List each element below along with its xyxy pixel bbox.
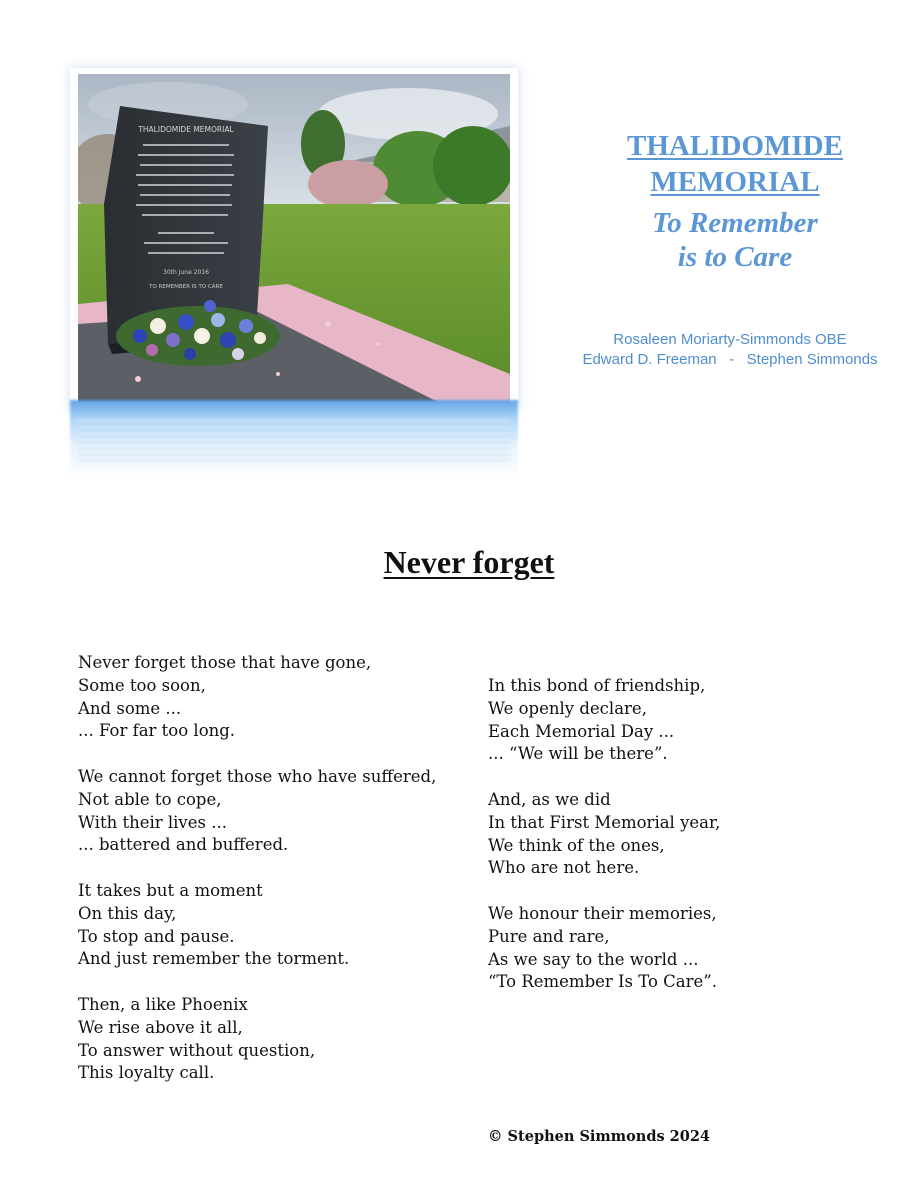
copyright-notice: © Stephen Simmonds 2024 <box>488 1128 711 1145</box>
poem-left-column <box>78 652 478 1085</box>
poem-line: Never forget those that have gone, <box>78 653 372 672</box>
poem-line: With their lives ... <box>78 812 227 832</box>
memorial-photo <box>70 68 518 410</box>
poem-stanza <box>488 675 888 766</box>
plaque-heading: THALIDOMIDE MEMORIAL <box>138 125 234 134</box>
poem-line: We openly declare, <box>488 698 647 718</box>
poem-line: Who are not here. <box>488 858 640 878</box>
poem-line: “To Remember Is To Care”. <box>488 972 717 992</box>
poem-line: To answer without question, <box>78 1040 316 1060</box>
author-line: Rosaleen Moriarty-Simmonds OBE <box>613 331 847 348</box>
memorial-tagline-line: To Remember <box>652 207 818 239</box>
poem-line: Then, a like Phoenix <box>78 994 248 1014</box>
poem-stanza <box>78 766 478 857</box>
memorial-title-line: THALIDOMIDE <box>627 130 843 162</box>
poem-title: Never forget <box>383 544 555 580</box>
memorial-title <box>560 128 910 200</box>
poem-stanza <box>488 903 888 994</box>
poem-line: We rise above it all, <box>78 1017 243 1037</box>
memorial-tagline <box>560 206 910 274</box>
poem-line: And some ... <box>78 698 182 718</box>
poem-line: And, as we did <box>488 789 611 809</box>
poem-line: As we say to the world ... <box>488 949 699 969</box>
memorial-title-line: MEMORIAL <box>650 166 820 198</box>
author-line: Edward D. Freeman - Stephen Simmonds <box>582 351 878 368</box>
poem-line: In this bond of friendship, <box>488 676 706 695</box>
poem-line: This loyalty call. <box>78 1063 215 1083</box>
poem-line: We honour their memories, <box>488 903 717 923</box>
poem-line: And just remember the torment. <box>78 949 350 969</box>
poem-line: It takes but a moment <box>78 880 263 900</box>
poem-stanza <box>78 652 478 743</box>
poem-stanza <box>78 994 478 1085</box>
plaque-date: 30th June 2016 <box>163 269 209 276</box>
photo-reflection-texture <box>78 420 510 465</box>
memorial-photo-image <box>78 74 510 402</box>
poem-line: We think of the ones, <box>488 835 665 855</box>
poem-right-column <box>488 675 888 994</box>
poem-line: On this day, <box>78 903 177 923</box>
plaque-motto: TO REMEMBER IS TO CARE <box>149 284 223 290</box>
poem-line: To stop and pause. <box>78 926 235 946</box>
poem-stanza <box>78 880 478 971</box>
poem-line: In that First Memorial year, <box>488 812 721 832</box>
poem-line: ... “We will be there”. <box>488 744 668 764</box>
poem-line: Each Memorial Day ... <box>488 721 675 741</box>
poem-line: Some too soon, <box>78 675 206 695</box>
poem-line: Pure and rare, <box>488 926 610 946</box>
poem-line: Not able to cope, <box>78 789 222 809</box>
authors-block <box>540 330 916 370</box>
poem-line: We cannot forget those who have suffered, <box>78 766 437 786</box>
memorial-tagline-line: is to Care <box>677 241 793 273</box>
poem-line: ... For far too long. <box>78 721 236 741</box>
poem-stanza <box>488 789 888 880</box>
poem-line: ... battered and buffered. <box>78 835 289 855</box>
